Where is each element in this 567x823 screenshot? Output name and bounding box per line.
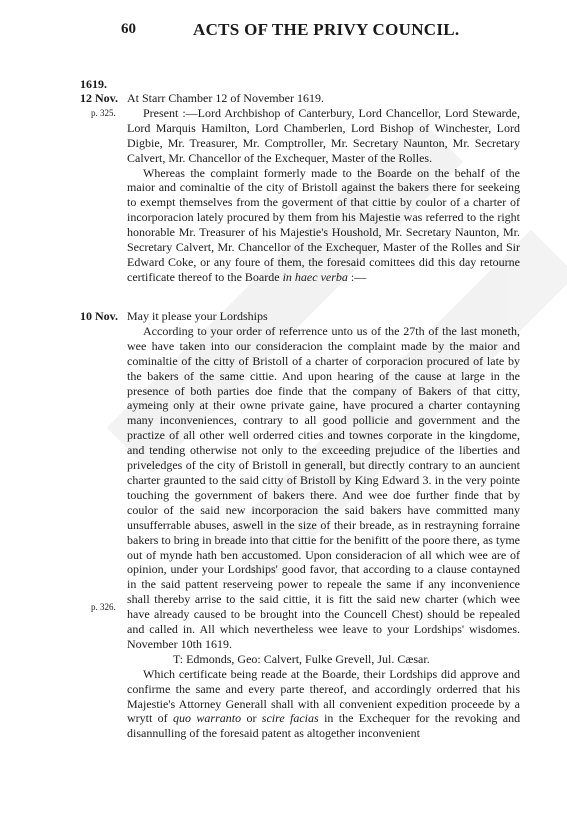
entry-starr-chamber bbox=[127, 91, 520, 285]
running-title: ACTS OF THE PRIVY COUNCIL. bbox=[193, 20, 460, 39]
margin-page-ref: p. 325. bbox=[91, 108, 116, 118]
margin-page-ref: p. 326. bbox=[91, 602, 116, 612]
writ-name: quo warranto bbox=[173, 711, 242, 726]
signatories: T: Edmonds, Geo: Calvert, Fulke Grevell, Jul. Cæsar. bbox=[173, 651, 430, 666]
page-number: 60 bbox=[121, 21, 136, 37]
conjunction: or bbox=[246, 711, 257, 726]
certificate-body: According to your order of referrence unto us of the 27th of the last moneth, wee have taken into our consideracion the complaint made by the maior and cominaltie of the citty of Bristoll of a charter of corporacion procured of late by the bakers of the same cittie. And upon hearing of the cause at large in the presence of both parties doe finde that the company of Bakers of that citty, aymeing only at their owne private gaine, have procured a charter contayning many inconveniences, contrary to all good pollicie and government and the practize of all other well orderred cities and townes corporate in the kingdome, and tending otherwise not only to the exceeding prejudice of the liberties and priveledges of the city of Bristoll in generall, but directly contrary to an auncient charter graunted to the said citty of Bristoll by King Edward 3. in the very pointe touching the government of bakers there. And wee doe further finde that by coulor of the said new incorporacion the said bakers have committed many unsufferrable abuses, aswell in the size of their breade, as in restrayning forraine bakers to bring in breade into that cittie for the benifitt of the poore there, as tyme out of mynde hath ben accustomed. Upon consideracion of all which wee are of opinion, under your Lordships' good favor, that according to a clause contayned in the said pattent reserveing power to repeale the same if any inconvenience shall thereby arrise to the said cittie, it is fitt the said new charter (which wee have already caused to be brought into the Councell Chest) should be repealed and called in. All which nevertheless wee leave to your Lordships' wisdomes. November 10th 1619. bbox=[127, 323, 520, 651]
page-header bbox=[0, 17, 567, 43]
whereas-end: :— bbox=[350, 269, 367, 284]
order-text: Which certificate being reade at the Boarde, their Lordships did approve and confirme the same and every parte thereof, and accordingly orderred that his Majestie's Attorney Generall shall with all convenient expedition proceede by a wrytt of bbox=[127, 666, 520, 726]
whereas-paragraph bbox=[127, 166, 520, 285]
order-paragraph bbox=[127, 667, 520, 742]
present-paragraph: Present :—Lord Archbishop of Canterbury, Lord Chancellor, Lord Stewarde, Lord Marquis Hamilton, Lord Chamberlen, Lord Bishop of Winchester, Lord Digbie, Mr. Treasurer, Mr. Comptroller, Mr. Secretary Naunton, Mr. Secretary Calvert, Mr. Chancellor of the Exchequer, Master of the Rolles. bbox=[127, 105, 520, 165]
whereas-text: Whereas the complaint formerly made to the Boarde on the behalf of the maior and cominaltie of the city of Bristoll against the bakers there for seekeing to exempt themselves from the goverment of that cittie by coulor of a charter of incorporacion lately procured by them from his Majestie was referred to the right honorable Mr. Treasurer of his Majestie's Houshold, Mr. Secretary Naunton, Mr. Secretary Calvert, Mr. Chancellor of the Exchequer, Master of the Rolles and Sir Edward Coke, or any foure of them, the foresaid comittees did this day retourne certificate thereof to the Boarde bbox=[127, 165, 520, 284]
order-text-end: in the Exchequer for the revoking and disannulling of the foresaid patent as altogether inconvenient bbox=[127, 711, 521, 741]
salutation: May it please your Lordships bbox=[127, 309, 268, 323]
entry-heading: At Starr Chamber 12 of November 1619. bbox=[127, 91, 324, 105]
margin-date: 12 Nov. bbox=[80, 91, 119, 105]
margin-year: 1619. bbox=[80, 77, 107, 91]
entry-certificate bbox=[127, 309, 520, 741]
margin-date: 10 Nov. bbox=[80, 309, 119, 323]
writ-name: scire facias bbox=[261, 711, 319, 726]
latin-phrase: in haec verba bbox=[282, 269, 348, 284]
